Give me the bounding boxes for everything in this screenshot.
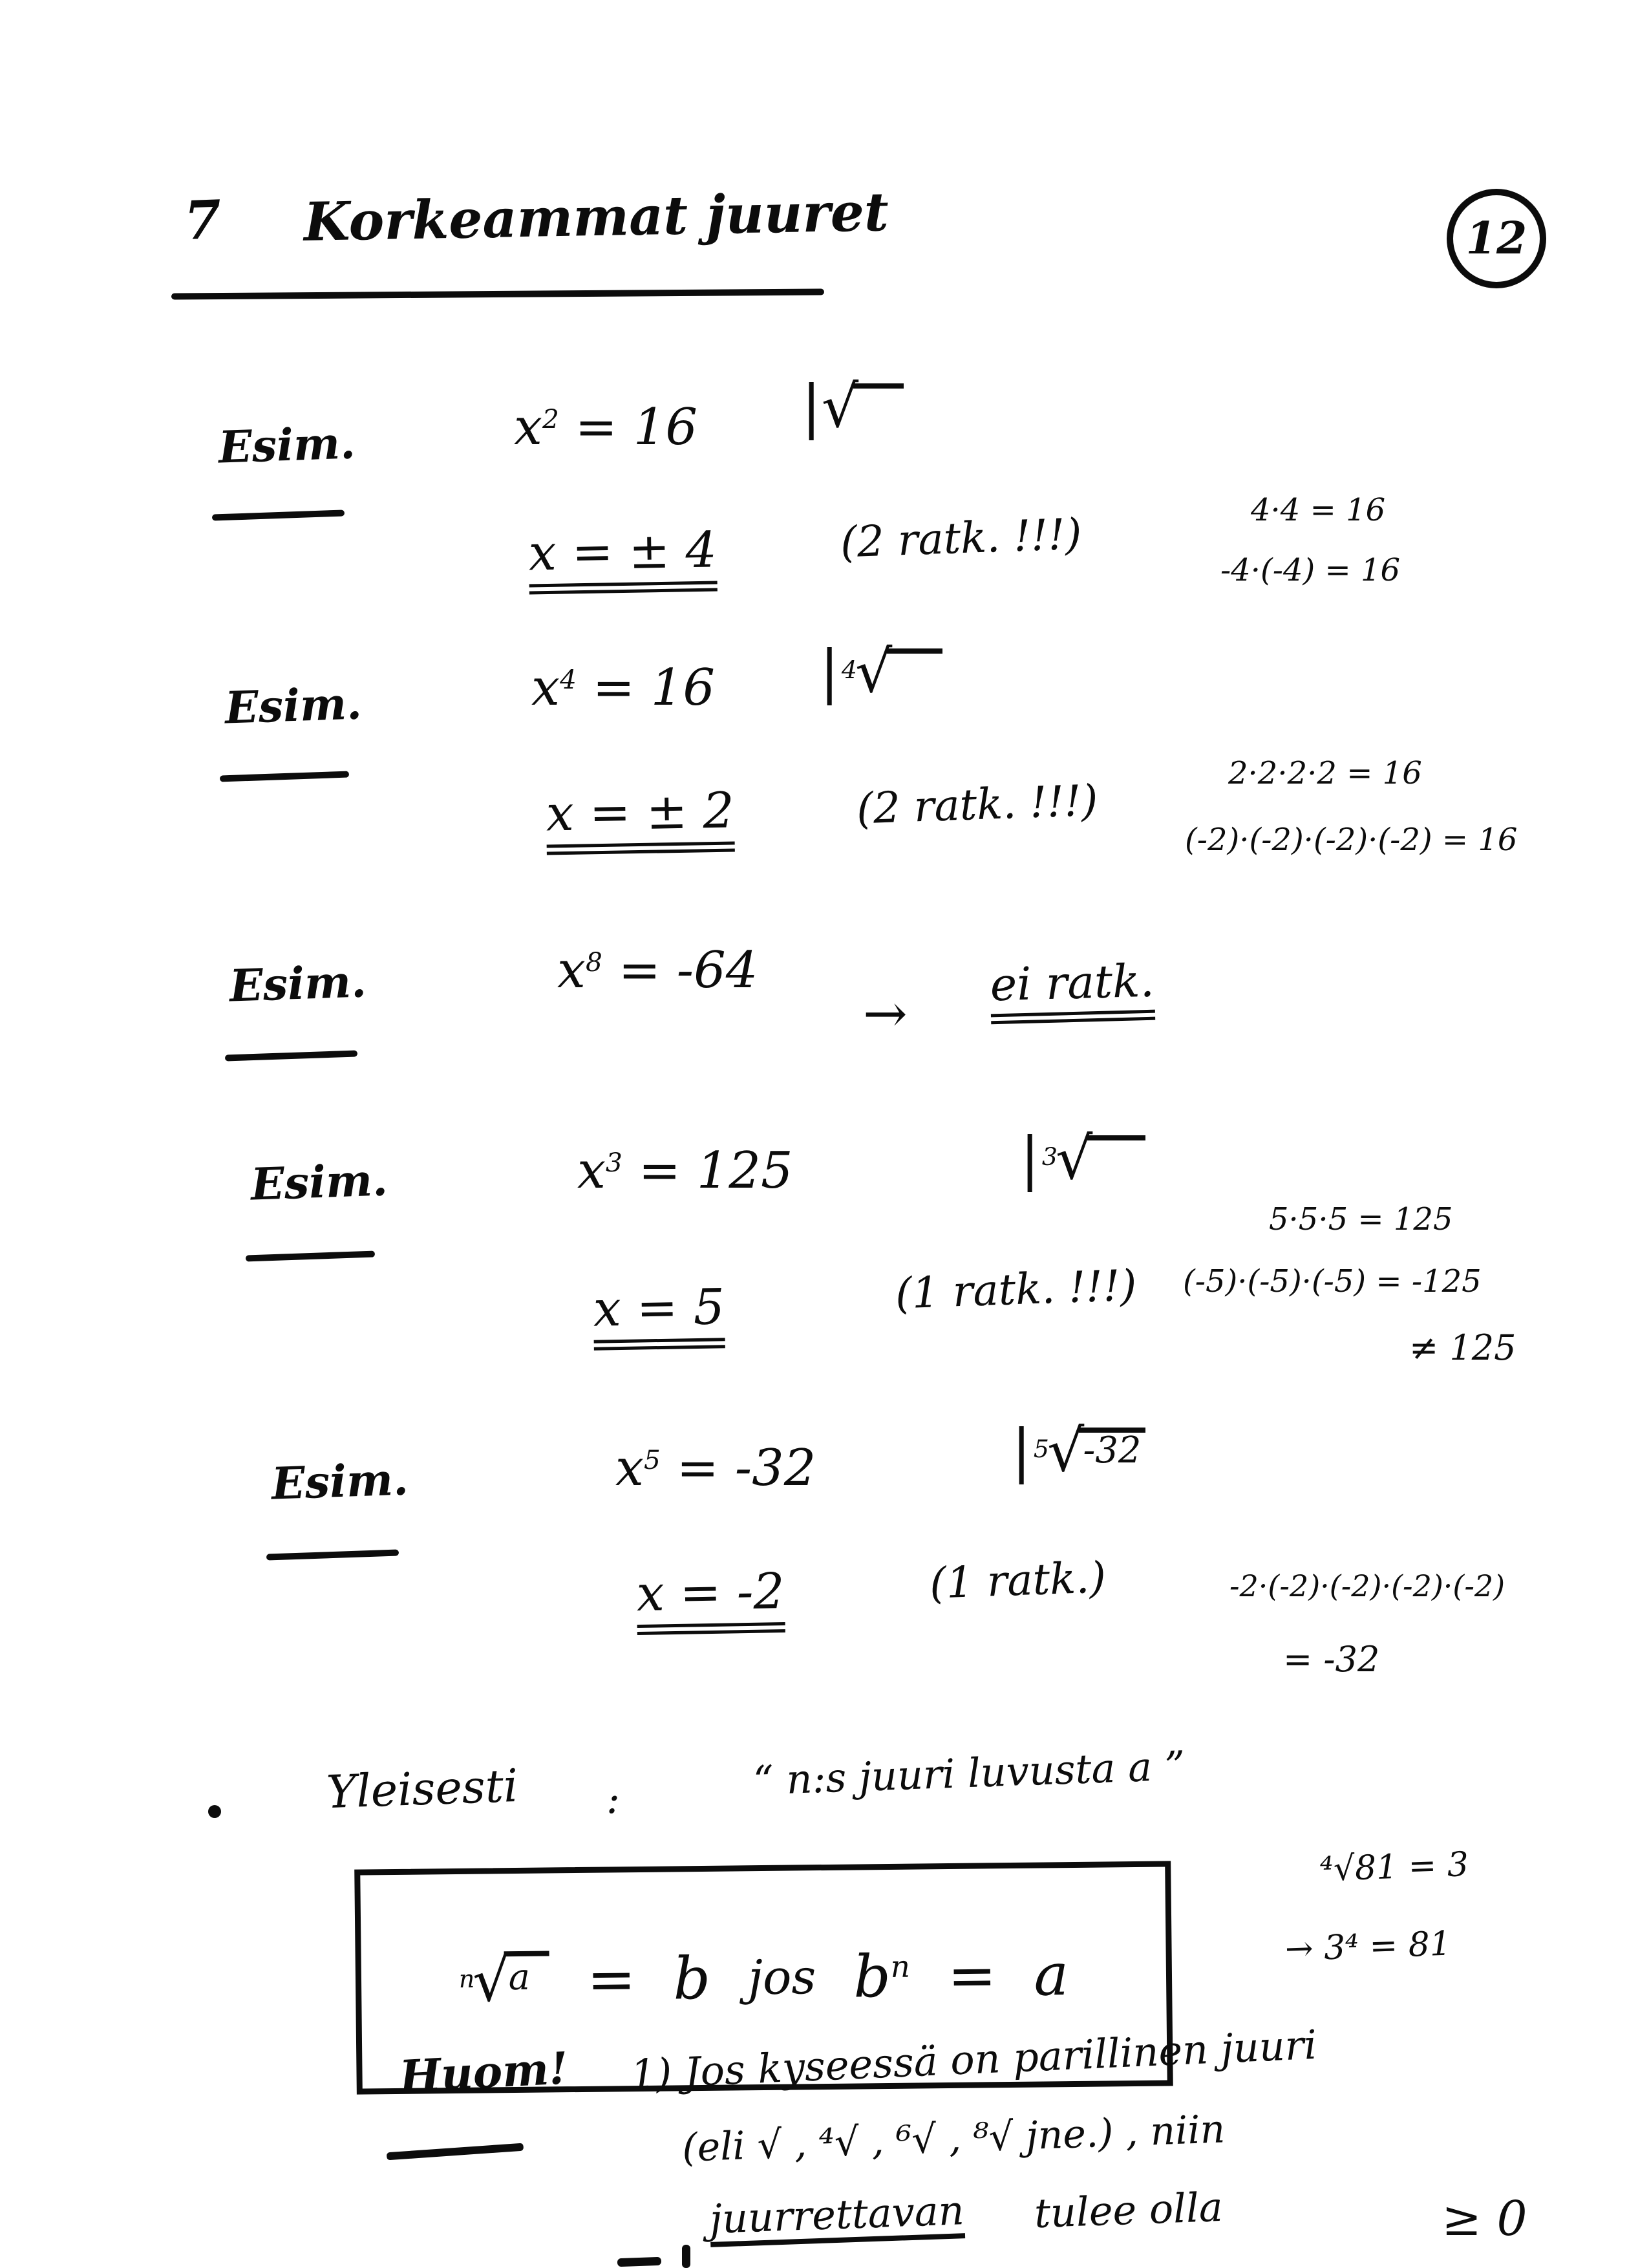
root-operation [820,638,942,706]
root-operation [1020,1125,1145,1193]
arrow-icon: → [863,983,908,1045]
formula-a: a [1033,1940,1069,2009]
solution: x = ± 2 [546,786,735,855]
huom-condition: ≥ 0 [1442,2191,1527,2247]
equation-rhs: = -32 [676,1439,816,1497]
equation [514,398,698,456]
power-base: b [853,1942,891,2011]
general-colon: : [606,1775,620,1823]
radicand: -32 [1083,1429,1142,1471]
equation-rhs: = 125 [638,1142,793,1200]
formula-b: b [672,1944,711,2013]
label-underline [266,1549,399,1560]
equation-rhs: = 16 [575,398,698,456]
side-example: → 3⁴ = 81 [1284,1924,1452,1969]
radical-icon: √ [1055,1125,1090,1193]
equation-base: x [615,1439,644,1497]
side-calculation: 5·5·5 = 125 [1269,1201,1453,1237]
cutoff-stroke [682,2245,690,2268]
root-index: 4 [841,656,857,685]
equation-exponent: 3 [606,1146,622,1178]
side-calculation: ≠ 125 [1409,1327,1516,1368]
radical-icon: √ [472,1946,507,2015]
huom-label: Huom! [398,2042,569,2103]
general-label: Yleisesti [325,1759,519,1819]
solution: x = ± 4 [528,525,718,594]
side-calculation: 2·2·2·2 = 16 [1228,755,1422,791]
power-exponent: n [890,1950,911,1985]
side-calculation: (-2)·(-2)·(-2)·(-2) = 16 [1185,822,1518,858]
equals-sign: = [586,1945,637,2014]
bullet-icon [208,1805,221,1818]
radicand: a [508,1956,531,1999]
vinculum [1079,1428,1145,1471]
equation-rhs: = 16 [592,659,716,717]
page-title: Korkeammat juuret [303,181,889,253]
huom-line: 1) Jos kyseessä on parillinen juuri [629,2020,1318,2099]
label-underline [246,1251,375,1262]
section-number: 7 [183,189,222,252]
side-calculation: = -32 [1283,1639,1380,1680]
pipe-bar: | [1020,1125,1040,1193]
root-index: 5 [1033,1435,1049,1464]
equation-exponent: 4 [560,663,577,695]
equation-exponent: 2 [542,403,559,434]
pipe-bar: | [820,638,840,706]
side-calculation: -2·(-2)·(-2)·(-2)·(-2) [1229,1568,1505,1603]
vinculum [504,1951,549,1999]
solution: x = -2 [636,1567,785,1635]
huom-keyword: juurrettavan [709,2190,965,2247]
vinculum [853,383,904,409]
example-label: Esim. [217,417,356,474]
equation-base: x [531,659,560,717]
equation-base: x [514,398,542,456]
example-label: Esim. [250,1154,388,1211]
equation-base: x [577,1142,606,1200]
huom-line: (eli √ , ⁴√ , ⁶√ , ⁸√ jne.) , niin [681,2106,1226,2171]
label-underline [225,1050,357,1061]
side-calculation: -4·(-4) = 16 [1220,552,1401,588]
equation [577,1142,793,1200]
huom-line: tulee olla [1033,2183,1224,2238]
root-index: n [458,1964,475,1993]
root-operation [1012,1417,1145,1485]
equation-exponent: 5 [644,1444,661,1475]
radical-icon: √ [855,638,889,706]
label-underline [220,771,349,782]
equation-base: x [557,941,586,1000]
page-number-circle [1447,189,1546,288]
equals-sign: = [947,1941,997,2010]
solution-note: (1 ratk.) [928,1552,1107,1609]
no-solution-note: ei ratk. [990,958,1155,1025]
nth-root-expression [458,1946,549,2015]
formula-jos: jos [747,1949,816,2006]
equation-rhs: = -64 [618,941,758,1000]
vinculum [887,648,942,674]
radical-icon: √ [1047,1417,1081,1485]
example-label: Esim. [224,678,363,734]
root-operation [802,373,904,441]
side-calculation: (-5)·(-5)·(-5) = -125 [1183,1263,1482,1300]
equation [615,1439,816,1497]
radical-icon: √ [821,373,856,441]
root-index: 3 [1041,1142,1058,1171]
example-label: Esim. [270,1453,409,1510]
label-underline [212,509,345,520]
general-quote: “ n:s juuri luvusta a ” [752,1742,1186,1804]
label-underline [387,2143,524,2161]
solution-note: (2 ratk. !!!) [855,775,1099,834]
cutoff-stroke [617,2257,661,2267]
solution-note: (1 ratk. !!!) [894,1260,1138,1319]
vinculum [1087,1135,1145,1161]
pipe-bar: | [802,373,822,441]
formula-b-power [853,1942,911,2011]
equation [557,941,758,1000]
solution-note: (2 ratk. !!!) [839,509,1083,568]
side-example: ⁴√81 = 3 [1319,1845,1469,1889]
equation-exponent: 8 [586,946,602,978]
solution: x = 5 [593,1282,725,1351]
side-calculation: 4·4 = 16 [1251,492,1386,528]
pipe-bar: | [1012,1417,1032,1485]
example-label: Esim. [228,956,367,1012]
title-underline [171,288,824,299]
page-number: 12 [1465,213,1527,264]
equation [531,659,716,717]
